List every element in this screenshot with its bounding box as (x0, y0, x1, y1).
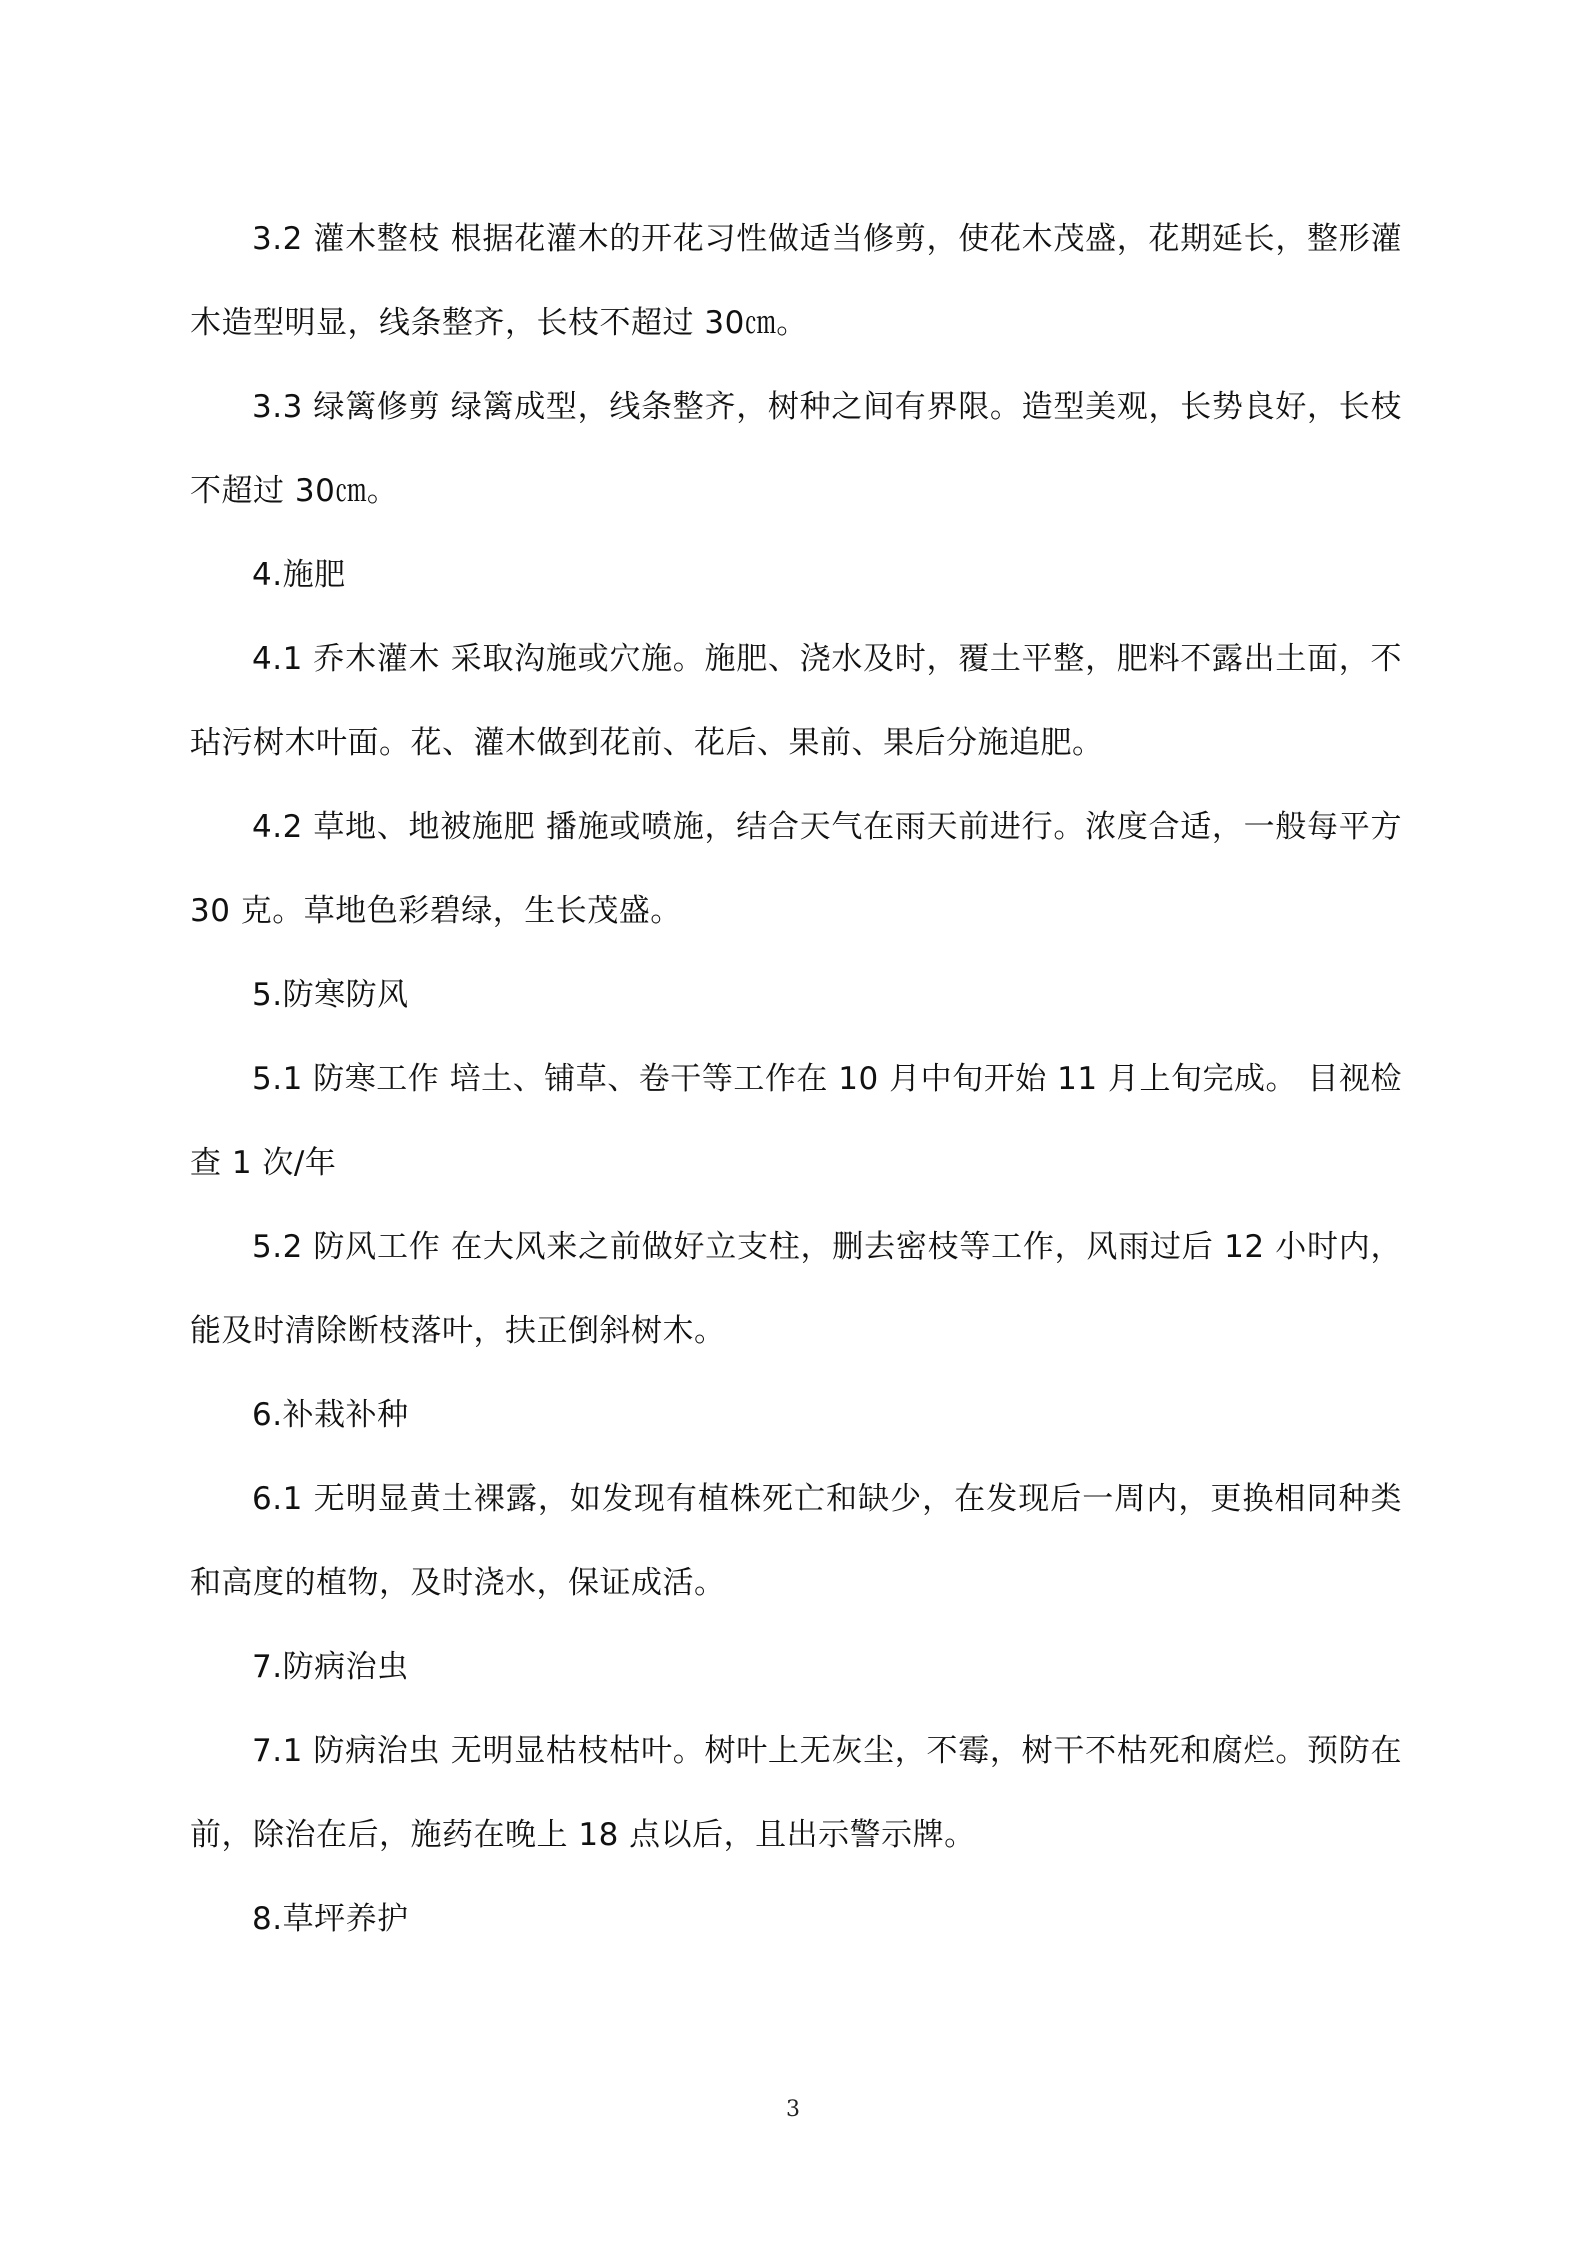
section-heading-lawn-care: 8.草坪养护 (252, 1901, 409, 1937)
document-body (190, 197, 1402, 1961)
page-number: 3 (786, 2097, 800, 2122)
paragraph-4-1-trees-shrubs: 4.1 乔木灌木 采取沟施或穴施。施肥、浇水及时，覆土平整，肥料不露出土面，不玷污树木叶面。花、灌木做到花前、花后、果前、果后分施追肥。 (190, 641, 1402, 761)
section-heading-cold-wind-protection: 5.防寒防风 (252, 977, 409, 1013)
section-heading-pest-control: 7.防病治虫 (252, 1649, 409, 1685)
paragraph-3-3-hedge-trimming: 3.3 绿篱修剪 绿篱成型，线条整齐，树种之间有界限。造型美观，长势良好，长枝不超过 30㎝。 (190, 389, 1402, 509)
paragraph-7-1-pest-control: 7.1 防病治虫 无明显枯枝枯叶。树叶上无灰尘，不霉，树干不枯死和腐烂。预防在前，除治在后，施药在晚上 18 点以后，且出示警示牌。 (190, 1733, 1402, 1853)
section-heading-fertilizing: 4.施肥 (252, 557, 346, 593)
paragraph-5-1-cold-protection: 5.1 防寒工作 培土、铺草、卷干等工作在 10 月中旬开始 11 月上旬完成。 目视检查 1 次/年 (190, 1061, 1402, 1181)
paragraph-6-1-replanting: 6.1 无明显黄土裸露，如发现有植株死亡和缺少，在发现后一周内，更换相同种类和高度的植物，及时浇水，保证成活。 (190, 1481, 1402, 1601)
paragraph-4-2-lawn-fertilizing: 4.2 草地、地被施肥 播施或喷施，结合天气在雨天前进行。浓度合适，一般每平方 30 克。草地色彩碧绿，生长茂盛。 (190, 809, 1402, 929)
section-heading-replanting: 6.补栽补种 (252, 1397, 409, 1433)
paragraph-5-2-wind-protection: 5.2 防风工作 在大风来之前做好立支柱，删去密枝等工作，风雨过后 12 小时内，能及时清除断枝落叶，扶正倒斜树木。 (190, 1229, 1402, 1349)
paragraph-3-2-shrub-pruning: 3.2 灌木整枝 根据花灌木的开花习性做适当修剪，使花木茂盛，花期延长，整形灌木造型明显，线条整齐，长枝不超过 30㎝。 (190, 221, 1402, 341)
